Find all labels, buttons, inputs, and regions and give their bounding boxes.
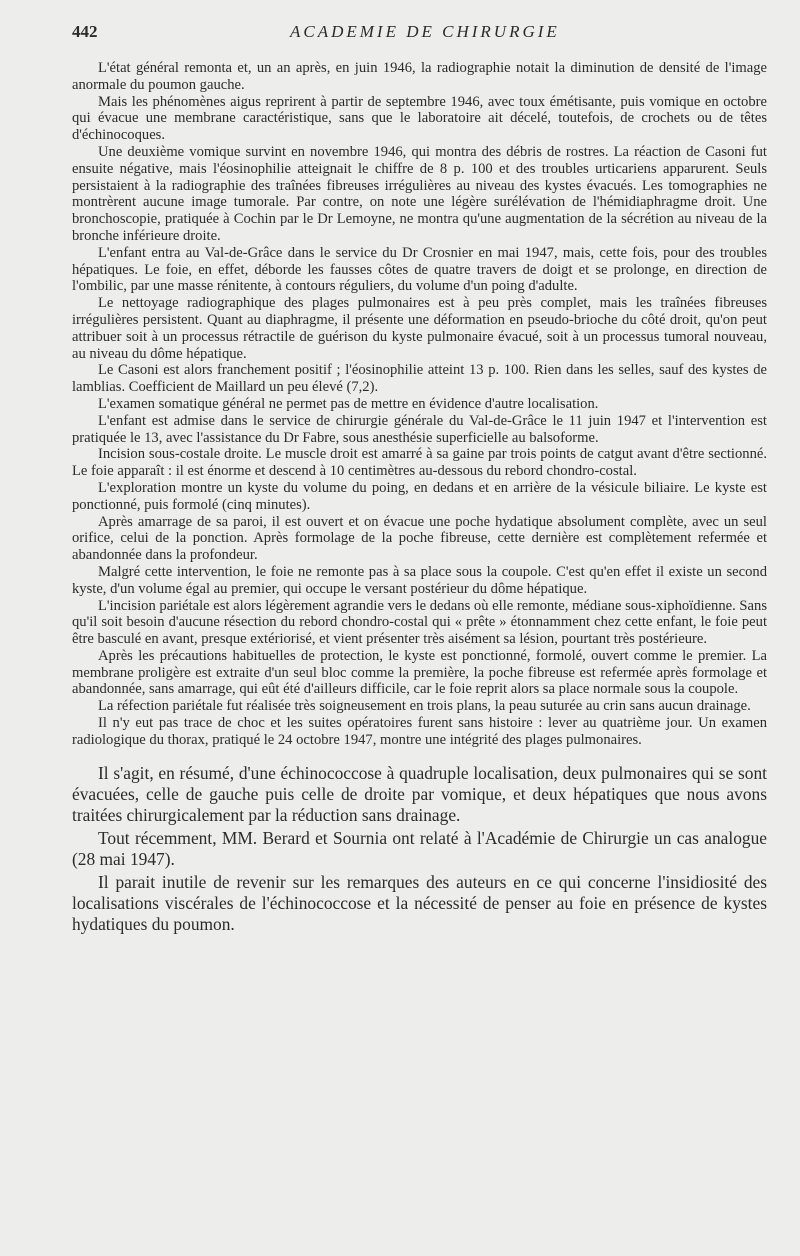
paragraph: Il parait inutile de revenir sur les remarques des auteurs en ce qui concerne l'insidiosité des localisations viscérales de l'échinococcose et la nécessité de penser au foie en présence de kystes hydatiques du poumon.	[72, 871, 767, 934]
paragraph: Il s'agit, en résumé, d'une échinococcose à quadruple localisation, deux pulmonaires qui se sont évacuées, celle de gauche puis celle de droite par vomique, et deux hépatiques que nous avons traitées chirurgicalement par la réduction sans drainage.	[72, 762, 767, 825]
paragraph: Après les précautions habituelles de protection, le kyste est ponctionné, formolé, ouvert comme le premier. La membrane proligère est extraite d'un seul bloc comme la première, la poche fibreuse est refermée après formolage et abandonnée, sans amarrage, qui eût été d'ailleurs difficile, car le foie reprit alors sa place normale sous la coupole.	[72, 647, 767, 698]
paragraph: L'enfant est admise dans le service de chirurgie générale du Val-de-Grâce le 11 juin 1947 et l'intervention est pratiquée le 13, avec l'assistance du Dr Fabre, sous anesthésie superficielle au balsoforme.	[72, 412, 767, 446]
paragraph: Malgré cette intervention, le foie ne remonte pas à sa place sous la coupole. C'est qu'en effet il existe un second kyste, d'un volume égal au premier, qui occupe le versant postérieur du dôme hépatique.	[72, 563, 767, 597]
discussion	[72, 763, 767, 935]
page-header	[72, 22, 752, 44]
paragraph: Incision sous-costale droite. Le muscle droit est amarré à sa gaine par trois points de catgut avant d'être sectionné. Le foie apparaît : il est énorme et descend à 10 centimètres au-dessous du rebord chondro-costal.	[72, 446, 767, 480]
paragraph: L'examen somatique général ne permet pas de mettre en évidence d'autre localisation.	[98, 395, 599, 412]
paragraph: Tout récemment, MM. Berard et Sournia ont relaté à l'Académie de Chirurgie un cas analogue (28 mai 1947).	[72, 827, 767, 869]
paragraph: Le nettoyage radiographique des plages pulmonaires est à peu près complet, mais les traînées fibreuses irrégulières persistent. Quant au diaphragme, il présente une déformation en pseudo-brioche du côté droit, qu'on peut attribuer soit à un processus rétractile de guérison du kyste pulmonaire évacué, soit à un processus tumoral nouveau, au niveau du dôme hépatique.	[72, 295, 767, 362]
paragraph: L'état général remonta et, un an après, en juin 1946, la radiographie notait la diminution de densité de l'image anormale du poumon gauche.	[72, 60, 767, 93]
paragraph: Une deuxième vomique survint en novembre 1946, qui montra des débris de rostres. La réaction de Casoni fut ensuite négative, mais l'éosinophilie atteignait le chiffre de 8 p. 100 et des troubles urticariens apparurent. Seuls persistaient à la radiographie des traînées fibreuses irrégulières au niveau des kystes évacués. Les tomographies ne montrèrent aucune image tumorale. Par contre, on note une légère surélévation de l'hémidiaphragme droit. Une bronchoscopie, pratiquée à Cochin par le Dr Lemoyne, ne montra qu'une augmentation de la sécrétion au niveau de la bronche inférieure droite.	[72, 143, 767, 244]
paragraph: L'incision pariétale est alors légèrement agrandie vers le dedans où elle remonte, médiane sous-xiphoïdienne. Sans qu'il soit besoin d'aucune résection du rebord chondro-costal qui « prête » étonnamment chez cette enfant, le foie peut être basculé en avant, presque extériorisé, et vient présenter très aisément sa lésion, pourtant très postérieure.	[72, 597, 767, 648]
running-title: ACADEMIE DE CHIRURGIE	[290, 22, 560, 41]
paragraph: Il n'y eut pas trace de choc et les suites opératoires furent sans histoire : lever au quatrième jour. Un examen radiologique du thorax, pratiqué le 24 octobre 1947, montre une intégrité des plages pulmonaires.	[72, 715, 767, 748]
paragraph: L'exploration montre un kyste du volume du poing, en dedans et en arrière de la vésicule biliaire. Le kyste est ponctionné, puis formolé (cinq minutes).	[72, 479, 767, 513]
paragraph: L'enfant entra au Val-de-Grâce dans le service du Dr Crosnier en mai 1947, mais, cette fois, pour des troubles hépatiques. Le foie, en effet, déborde les fausses côtes de quatre travers de doigt et se prolonge, en direction de l'ombilic, par une masse rénitente, à contours réguliers, du volume d'un poing d'adulte.	[72, 244, 767, 295]
paragraph: Après amarrage de sa paroi, il est ouvert et on évacue une poche hydatique absolument complète, avec un seul orifice, celui de la ponction. Après formolage de la poche fibreuse, cette dernière est complètement refermée et abandonnée dans la profondeur.	[72, 513, 767, 564]
paragraph: La réfection pariétale fut réalisée très soigneusement en trois plans, la peau suturée au crin sans aucun drainage.	[98, 698, 751, 715]
paragraph: Mais les phénomènes aigus reprirent à partir de septembre 1946, avec toux émétisante, puis vomique en octobre qui évacue une membrane caractéristique, sans que le laboratoire ait décelé, toutefois, de crochets ou de têtes d'échinocoques.	[72, 93, 767, 144]
page-number: 442	[72, 22, 98, 41]
article-body	[72, 60, 767, 935]
paragraph: Le Casoni est alors franchement positif ; l'éosinophilie atteint 13 p. 100. Rien dans les selles, sauf des kystes de lamblias. Coefficient de Maillard un peu élevé (7,2).	[72, 362, 767, 396]
case-report	[72, 60, 767, 749]
